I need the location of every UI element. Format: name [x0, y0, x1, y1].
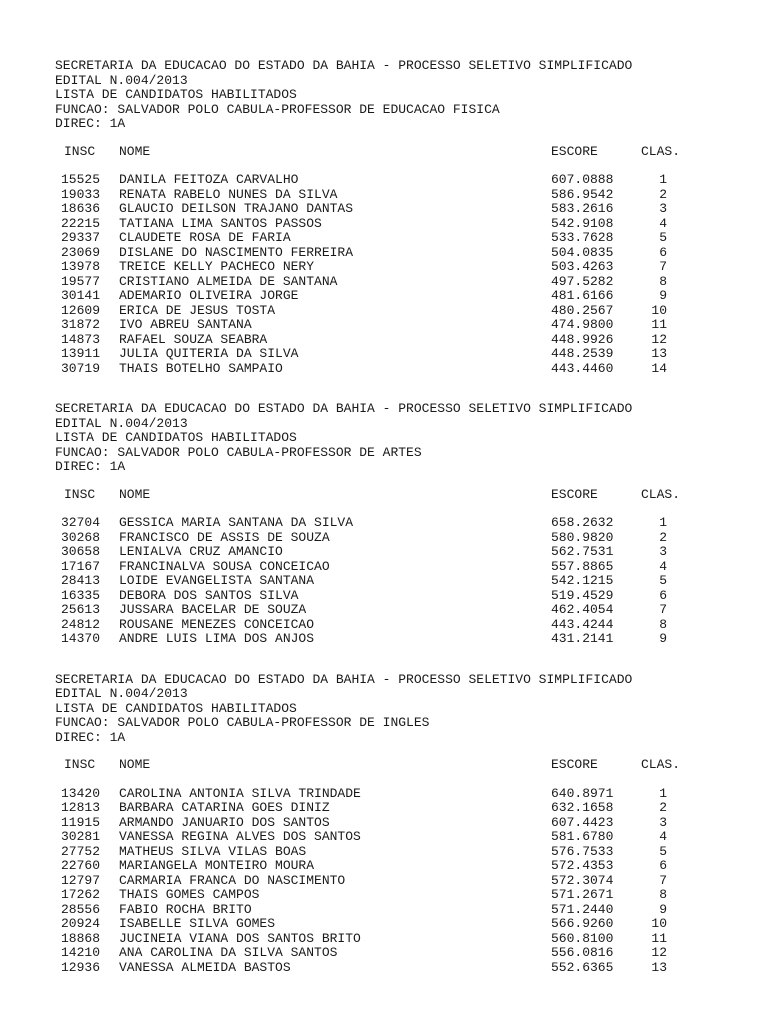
- candidate-row: [55, 603, 755, 618]
- section-header-line: SECRETARIA DA EDUCACAO DO ESTADO DA BAHIA - PROCESSO SELETIVO SIMPLIFICADO: [55, 671, 633, 687]
- candidate-escore: 556.0816: [551, 945, 614, 960]
- candidate-list: [55, 516, 755, 647]
- candidate-escore: 572.4353: [551, 858, 614, 873]
- candidate-clas: 6: [659, 244, 667, 260]
- candidate-escore: 658.2632: [551, 515, 614, 530]
- candidate-clas: 5: [659, 573, 667, 588]
- candidate-escore: 504.0835: [551, 244, 614, 260]
- candidate-row: [55, 231, 755, 246]
- candidate-insc: 30141: [60, 288, 100, 303]
- candidate-row: [55, 874, 755, 889]
- candidate-list: [55, 173, 755, 376]
- candidate-escore: 503.4263: [551, 259, 614, 274]
- candidate-insc: 22215: [60, 215, 100, 231]
- candidate-row: [55, 632, 755, 647]
- candidate-nome: DISLANE DO NASCIMENTO FERREIRA: [119, 244, 354, 260]
- column-header-clas: CLAS.: [641, 486, 681, 502]
- candidate-escore: 632.1658: [551, 800, 614, 815]
- candidate-row: [55, 202, 755, 217]
- column-header-nome: NOME: [119, 143, 151, 159]
- candidate-insc: 25613: [60, 602, 100, 617]
- candidate-clas: 6: [659, 587, 667, 603]
- candidate-insc: 12797: [60, 872, 100, 888]
- candidate-clas: 6: [659, 858, 667, 873]
- candidate-row: [55, 618, 755, 633]
- candidate-row: [55, 574, 755, 589]
- candidate-insc: 14370: [60, 631, 100, 646]
- candidate-escore: 640.8971: [551, 785, 614, 801]
- candidate-nome: MATHEUS SILVA VILAS BOAS: [119, 843, 307, 859]
- column-header-clas: CLAS.: [641, 757, 681, 772]
- candidate-clas: 7: [659, 602, 667, 617]
- candidate-insc: 30719: [60, 360, 100, 376]
- candidate-clas: 9: [659, 288, 667, 303]
- candidate-clas: 7: [659, 872, 667, 888]
- candidate-row: [55, 188, 755, 203]
- candidate-clas: 4: [659, 558, 667, 574]
- candidate-escore: 480.2567: [551, 302, 614, 318]
- candidate-clas: 10: [651, 302, 667, 318]
- column-header-escore: ESCORE: [551, 143, 598, 159]
- candidate-clas: 4: [659, 829, 667, 844]
- candidate-clas: 2: [659, 186, 667, 202]
- section-header-line: SECRETARIA DA EDUCACAO DO ESTADO DA BAHIA - PROCESSO SELETIVO SIMPLIFICADO: [55, 401, 633, 416]
- candidate-clas: 8: [659, 887, 667, 902]
- candidate-row: [55, 362, 755, 377]
- candidate-nome: ADEMARIO OLIVEIRA JORGE: [119, 288, 299, 303]
- section-header-line: EDITAL N.004/2013: [55, 415, 188, 431]
- listing-section: [55, 59, 755, 376]
- candidate-clas: 8: [659, 616, 667, 632]
- candidate-escore: 533.7628: [551, 230, 614, 245]
- candidate-insc: 18868: [60, 930, 100, 946]
- candidate-nome: FABIO ROCHA BRITO: [119, 901, 252, 917]
- listing-section: [55, 402, 755, 647]
- candidate-row: [55, 333, 755, 348]
- candidate-insc: 13911: [60, 346, 100, 361]
- column-header-row: [55, 758, 755, 773]
- listing-section: [55, 673, 755, 976]
- column-header-nome: NOME: [119, 757, 151, 772]
- candidate-nome: ERICA DE JESUS TOSTA: [119, 302, 276, 318]
- candidate-nome: DANILA FEITOZA CARVALHO: [119, 172, 299, 187]
- candidate-insc: 17262: [60, 887, 100, 902]
- candidate-insc: 19577: [60, 273, 100, 289]
- candidate-row: [55, 260, 755, 275]
- candidate-nome: GESSICA MARIA SANTANA DA SILVA: [119, 515, 354, 530]
- candidate-nome: BARBARA CATARINA GOES DINIZ: [119, 800, 330, 815]
- candidate-insc: 19033: [60, 186, 100, 202]
- candidate-row: [55, 801, 755, 816]
- candidate-insc: 14873: [60, 331, 100, 347]
- candidate-clas: 3: [659, 201, 667, 216]
- column-header-insc: INSC: [64, 757, 96, 772]
- candidate-escore: 583.2616: [551, 201, 614, 216]
- candidate-nome: TREICE KELLY PACHECO NERY: [119, 259, 315, 274]
- candidate-nome: ANDRE LUIS LIMA DOS ANJOS: [119, 631, 315, 646]
- candidate-escore: 586.9542: [551, 186, 614, 202]
- section-header-line: DIREC: 1A: [55, 459, 126, 474]
- candidate-nome: ROUSANE MENEZES CONCEICAO: [119, 616, 315, 632]
- candidate-insc: 18636: [60, 201, 100, 216]
- candidate-row: [55, 932, 755, 947]
- candidate-row: [55, 589, 755, 604]
- candidate-clas: 13: [651, 346, 667, 361]
- candidate-insc: 23069: [60, 244, 100, 260]
- candidate-nome: MARIANGELA MONTEIRO MOURA: [119, 858, 315, 873]
- candidate-row: [55, 545, 755, 560]
- candidate-escore: 448.2539: [551, 346, 614, 361]
- candidate-escore: 576.7533: [551, 843, 614, 859]
- candidate-nome: CLAUDETE ROSA DE FARIA: [119, 230, 291, 245]
- candidate-clas: 3: [659, 814, 667, 830]
- candidate-row: [55, 275, 755, 290]
- section-header-line: EDITAL N.004/2013: [55, 72, 188, 88]
- candidate-clas: 8: [659, 273, 667, 289]
- candidate-clas: 14: [651, 360, 667, 376]
- candidate-nome: LOIDE EVANGELISTA SANTANA: [119, 573, 315, 588]
- candidate-row: [55, 560, 755, 575]
- candidate-list: [55, 787, 755, 976]
- candidate-insc: 30658: [60, 544, 100, 559]
- candidate-nome: IVO ABREU SANTANA: [119, 317, 252, 332]
- candidate-row: [55, 787, 755, 802]
- candidate-nome: FRANCINALVA SOUSA CONCEICAO: [119, 558, 330, 574]
- candidate-nome: RAFAEL SOUZA SEABRA: [119, 331, 268, 347]
- candidate-escore: 431.2141: [551, 631, 614, 646]
- candidate-escore: 566.9260: [551, 916, 614, 931]
- candidate-insc: 12936: [60, 959, 100, 975]
- candidate-insc: 29337: [60, 230, 100, 245]
- column-header-row: [55, 488, 755, 503]
- candidate-escore: 560.8100: [551, 930, 614, 946]
- candidate-nome: ISABELLE SILVA GOMES: [119, 916, 276, 931]
- candidate-escore: 481.6166: [551, 288, 614, 303]
- candidate-nome: GLAUCIO DEILSON TRAJANO DANTAS: [119, 201, 354, 216]
- candidate-insc: 28413: [60, 573, 100, 588]
- candidate-nome: DEBORA DOS SANTOS SILVA: [119, 587, 299, 603]
- candidate-row: [55, 946, 755, 961]
- column-header-row: [55, 145, 755, 160]
- candidate-nome: CRISTIANO ALMEIDA DE SANTANA: [119, 273, 338, 289]
- candidate-escore: 443.4244: [551, 616, 614, 632]
- candidate-nome: THAIS BOTELHO SAMPAIO: [119, 360, 283, 376]
- candidate-insc: 14210: [60, 945, 100, 960]
- candidate-clas: 10: [651, 916, 667, 931]
- candidate-row: [55, 217, 755, 232]
- section-header-line: LISTA DE CANDIDATOS HABILITADOS: [55, 430, 297, 445]
- candidate-clas: 4: [659, 215, 667, 231]
- candidate-clas: 1: [659, 785, 667, 801]
- candidate-row: [55, 318, 755, 333]
- candidate-escore: 448.9926: [551, 331, 614, 347]
- candidate-escore: 571.2671: [551, 887, 614, 902]
- candidate-escore: 571.2440: [551, 901, 614, 917]
- section-header-line: FUNCAO: SALVADOR POLO CABULA-PROFESSOR DE EDUCACAO FISICA: [55, 101, 500, 117]
- candidate-escore: 497.5282: [551, 273, 614, 289]
- column-header-nome: NOME: [119, 486, 151, 502]
- candidate-row: [55, 888, 755, 903]
- candidate-escore: 581.6780: [551, 829, 614, 844]
- section-header-line: DIREC: 1A: [55, 116, 126, 131]
- candidate-clas: 12: [651, 945, 667, 960]
- candidate-clas: 11: [651, 930, 667, 946]
- candidate-escore: 557.8865: [551, 558, 614, 574]
- candidate-escore: 542.9108: [551, 215, 614, 231]
- candidate-row: [55, 830, 755, 845]
- candidate-row: [55, 347, 755, 362]
- candidate-insc: 12609: [60, 302, 100, 318]
- candidate-nome: ANA CAROLINA DA SILVA SANTOS: [119, 945, 338, 960]
- column-header-escore: ESCORE: [551, 757, 598, 772]
- candidate-insc: 20924: [60, 916, 100, 931]
- candidate-row: [55, 903, 755, 918]
- candidate-escore: 572.3074: [551, 872, 614, 888]
- candidate-escore: 607.4423: [551, 814, 614, 830]
- section-header-line: FUNCAO: SALVADOR POLO CABULA-PROFESSOR DE INGLES: [55, 715, 430, 730]
- candidate-insc: 27752: [60, 843, 100, 859]
- candidate-nome: JULIA QUITERIA DA SILVA: [119, 346, 299, 361]
- candidate-nome: JUCINEIA VIANA DOS SANTOS BRITO: [119, 930, 361, 946]
- section-header-line: EDITAL N.004/2013: [55, 686, 188, 701]
- candidate-insc: 22760: [60, 858, 100, 873]
- candidate-row: [55, 917, 755, 932]
- candidate-insc: 11915: [60, 814, 100, 830]
- candidate-nome: RENATA RABELO NUNES DA SILVA: [119, 186, 338, 202]
- column-header-escore: ESCORE: [551, 486, 598, 502]
- candidate-clas: 2: [659, 529, 667, 545]
- candidate-nome: THAIS GOMES CAMPOS: [119, 887, 260, 902]
- column-header-insc: INSC: [64, 143, 96, 159]
- section-header-line: DIREC: 1A: [55, 729, 126, 745]
- candidate-row: [55, 816, 755, 831]
- candidate-row: [55, 531, 755, 546]
- section-header-line: SECRETARIA DA EDUCACAO DO ESTADO DA BAHIA - PROCESSO SELETIVO SIMPLIFICADO: [55, 58, 633, 73]
- candidate-nome: LENIALVA CRUZ AMANCIO: [119, 544, 283, 559]
- candidate-nome: FRANCISCO DE ASSIS DE SOUZA: [119, 529, 330, 545]
- candidate-nome: CAROLINA ANTONIA SILVA TRINDADE: [119, 785, 361, 801]
- candidate-nome: CARMARIA FRANCA DO NASCIMENTO: [119, 872, 346, 888]
- candidate-escore: 580.9820: [551, 529, 614, 545]
- candidate-clas: 12: [651, 331, 667, 347]
- candidate-clas: 9: [659, 901, 667, 917]
- candidate-escore: 542.1215: [551, 573, 614, 588]
- document-page: [55, 59, 755, 1001]
- candidate-escore: 562.7531: [551, 544, 614, 559]
- candidate-row: [55, 246, 755, 261]
- candidate-insc: 17167: [60, 558, 100, 574]
- candidate-escore: 443.4460: [551, 360, 614, 376]
- candidate-row: [55, 961, 755, 976]
- candidate-insc: 24812: [60, 616, 100, 632]
- candidate-escore: 462.4054: [551, 602, 614, 617]
- candidate-clas: 3: [659, 544, 667, 559]
- candidate-escore: 519.4529: [551, 587, 614, 603]
- candidate-nome: VANESSA REGINA ALVES DOS SANTOS: [119, 829, 361, 844]
- candidate-insc: 30268: [60, 529, 100, 545]
- candidate-insc: 28556: [60, 901, 100, 917]
- candidate-clas: 1: [659, 515, 667, 530]
- column-header-insc: INSC: [64, 486, 96, 502]
- column-header-clas: CLAS.: [641, 143, 681, 159]
- candidate-clas: 11: [651, 317, 667, 332]
- candidate-insc: 31872: [60, 317, 100, 332]
- section-header-line: LISTA DE CANDIDATOS HABILITADOS: [55, 700, 297, 716]
- candidate-row: [55, 859, 755, 874]
- candidate-clas: 2: [659, 800, 667, 815]
- candidate-clas: 5: [659, 843, 667, 859]
- candidate-insc: 30281: [60, 829, 100, 844]
- candidate-clas: 9: [659, 631, 667, 646]
- candidate-insc: 13978: [60, 259, 100, 274]
- candidate-nome: TATIANA LIMA SANTOS PASSOS: [119, 215, 322, 231]
- candidate-nome: JUSSARA BACELAR DE SOUZA: [119, 602, 307, 617]
- candidate-clas: 13: [651, 959, 667, 975]
- candidate-escore: 474.9800: [551, 317, 614, 332]
- candidate-insc: 12813: [60, 800, 100, 815]
- section-header-line: FUNCAO: SALVADOR POLO CABULA-PROFESSOR DE ARTES: [55, 444, 422, 460]
- candidate-row: [55, 516, 755, 531]
- candidate-clas: 7: [659, 259, 667, 274]
- candidate-escore: 607.0888: [551, 172, 614, 187]
- candidate-escore: 552.6365: [551, 959, 614, 975]
- candidate-insc: 16335: [60, 587, 100, 603]
- candidate-row: [55, 289, 755, 304]
- candidate-clas: 5: [659, 230, 667, 245]
- candidate-clas: 1: [659, 172, 667, 187]
- candidate-insc: 32704: [60, 515, 100, 530]
- section-header-line: LISTA DE CANDIDATOS HABILITADOS: [55, 87, 297, 102]
- candidate-row: [55, 173, 755, 188]
- candidate-nome: ARMANDO JANUARIO DOS SANTOS: [119, 814, 330, 830]
- candidate-insc: 15525: [60, 172, 100, 187]
- candidate-row: [55, 304, 755, 319]
- candidate-row: [55, 845, 755, 860]
- candidate-insc: 13420: [60, 785, 100, 801]
- candidate-nome: VANESSA ALMEIDA BASTOS: [119, 959, 291, 975]
